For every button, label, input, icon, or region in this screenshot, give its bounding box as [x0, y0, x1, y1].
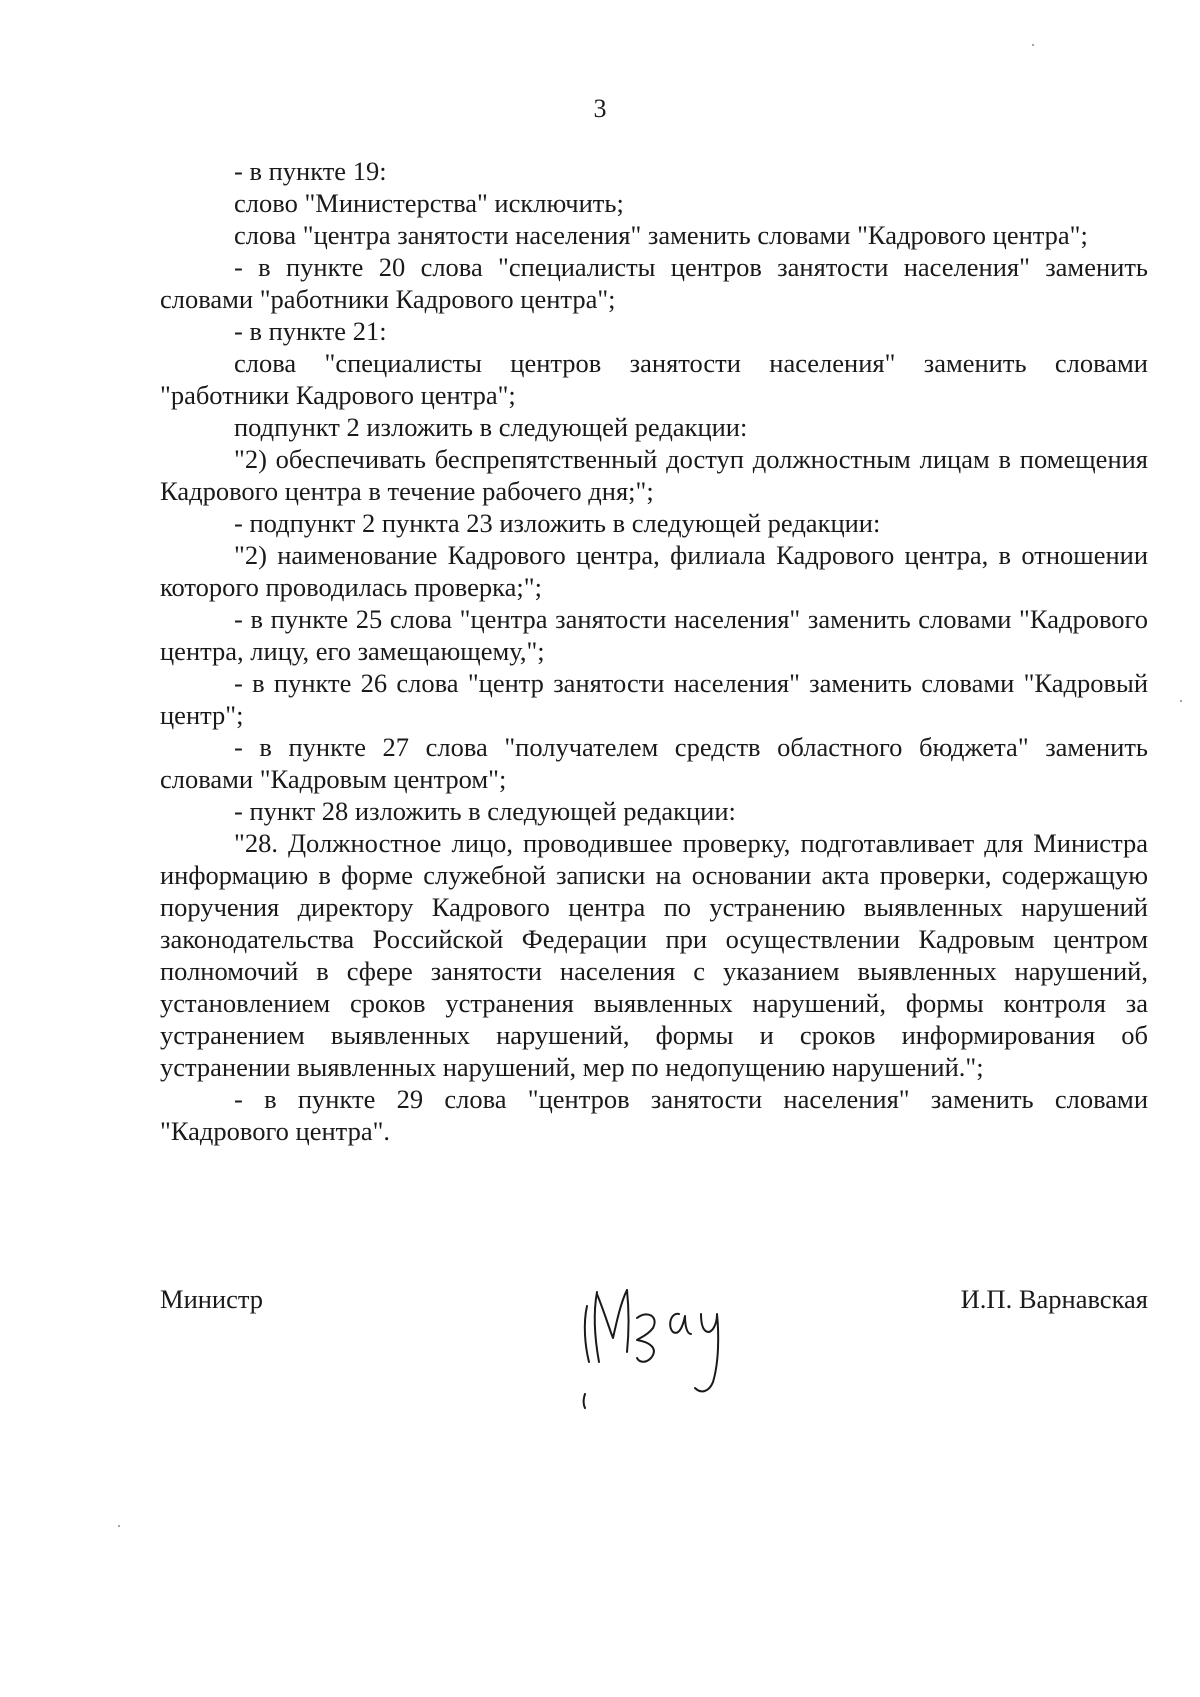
paragraph: "28. Должностное лицо, проводившее проверку, подготавливает для Министра информацию в форме служебной записки на основании акта проверки, содержащую поручения директору Кадрового центра по устранению выявленных нарушений законодательства Российской Федерации при осуществлении Кадровым центром полномочий в сфере занятости населения с указанием выявленных нарушений, установлением сроков устранения выявленных нарушений, формы контроля за устранением выявленных нарушений, формы и сроков информирования об устранении выявленных нарушений, мер по недопущению нарушений."; — [160, 828, 1148, 1082]
document-body — [160, 155, 1148, 1147]
paragraph: слова "центра занятости населения" заменить словами "Кадрового центра"; — [234, 220, 1088, 250]
signatory-title: Министр — [160, 1284, 264, 1314]
paragraph: - в пункте 20 слова "специалисты центров занятости населения" заменить словами "работники Кадрового центра"; — [160, 252, 1148, 314]
paragraph: слово "Министерства" исключить; — [234, 188, 624, 218]
paragraph: слова "специалисты центров занятости населения" заменить словами "работники Кадрового центра"; — [160, 348, 1148, 410]
paragraph: подпункт 2 изложить в следующей редакции: — [234, 412, 748, 442]
paragraph: - в пункте 26 слова "центр занятости населения" заменить словами "Кадровый центр"; — [160, 668, 1148, 730]
paragraph: - в пункте 27 слова "получателем средств областного бюджета" заменить словами "Кадровым центром"; — [160, 732, 1148, 794]
handwritten-signature — [575, 1254, 745, 1414]
paragraph: - в пункте 19: — [234, 156, 387, 186]
scan-speck — [1180, 700, 1182, 702]
signatory-name: И.П. Варнавская — [960, 1284, 1148, 1314]
paragraph: - в пункте 25 слова "центра занятости населения" заменить словами "Кадрового центра, лицу, его замещающему,"; — [160, 604, 1148, 666]
paragraph: - в пункте 21: — [234, 316, 387, 346]
paragraph: "2) наименование Кадрового центра, филиала Кадрового центра, в отношении которого проводилась проверка;"; — [160, 540, 1148, 602]
paragraph: - пункт 28 изложить в следующей редакции: — [234, 796, 736, 826]
paragraph: - в пункте 29 слова "центров занятости населения" заменить словами "Кадрового центра". — [160, 1084, 1148, 1146]
scan-speck — [118, 1525, 120, 1527]
paragraph: - подпункт 2 пункта 23 изложить в следующей редакции: — [234, 508, 881, 538]
page-number: 3 — [593, 94, 607, 123]
scan-speck — [1032, 44, 1034, 46]
paragraph: "2) обеспечивать беспрепятственный доступ должностным лицам в помещения Кадрового центра в течение рабочего дня;"; — [160, 444, 1148, 506]
